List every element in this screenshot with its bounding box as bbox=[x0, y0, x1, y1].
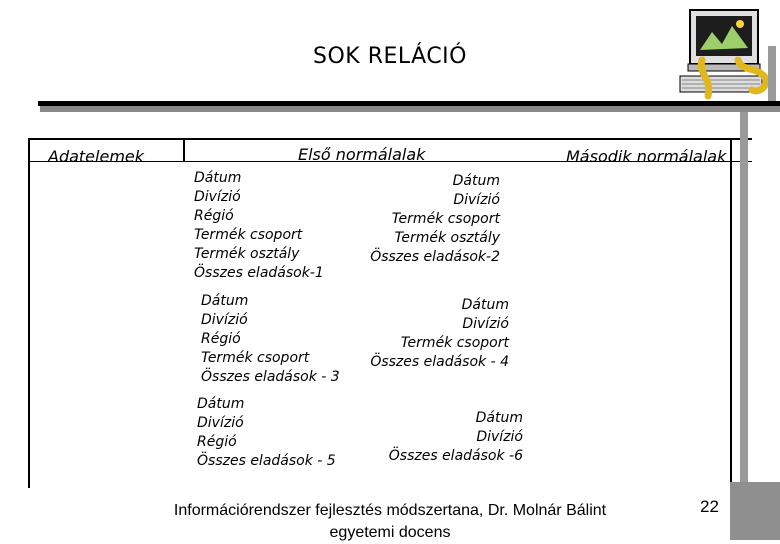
list-item: Termék osztály bbox=[194, 246, 300, 262]
list-item: Termék csoport bbox=[400, 335, 509, 351]
slide-title: SOK RELÁCIÓ bbox=[313, 44, 467, 69]
list-item: Termék osztály bbox=[394, 230, 500, 246]
list-item: Összes eladások -6 bbox=[388, 448, 523, 464]
page-number: 22 bbox=[700, 497, 719, 516]
list-item: Dátum bbox=[194, 170, 242, 186]
list-item: Dátum bbox=[461, 297, 509, 313]
list-item: Összes eladások-1 bbox=[194, 265, 324, 281]
footer-band bbox=[730, 482, 780, 540]
list-item: Összes eladások - 3 bbox=[201, 369, 340, 385]
list-item: Divízió bbox=[476, 429, 523, 445]
list-item: Divízió bbox=[201, 312, 248, 328]
list-item: Összes eladások - 5 bbox=[197, 453, 336, 469]
header-data-elements: Adatelemek bbox=[48, 147, 145, 166]
second-normal-group-1 bbox=[370, 172, 500, 267]
first-normal-group-3 bbox=[197, 395, 336, 471]
list-item: Összes eladások-2 bbox=[370, 249, 500, 265]
second-normal-group-3 bbox=[389, 409, 523, 466]
list-item: Divízió bbox=[194, 189, 241, 205]
table-left-border bbox=[28, 138, 30, 488]
list-item: Divízió bbox=[197, 415, 244, 431]
list-item: Divízió bbox=[453, 192, 500, 208]
list-item: Dátum bbox=[452, 173, 500, 189]
header-second-normal: Második normálalak bbox=[566, 147, 727, 166]
list-item: Régió bbox=[197, 434, 237, 450]
list-item: Termék csoport bbox=[194, 227, 303, 243]
list-item: Dátum bbox=[475, 410, 523, 426]
table-right-border bbox=[730, 138, 732, 488]
table-top-border bbox=[28, 138, 752, 140]
list-item: Dátum bbox=[201, 293, 249, 309]
footer-line-1: Információrendszer fejlesztés módszertana, Dr. Molnár Bálint bbox=[173, 502, 607, 519]
footer-line-2: egyetemi docens bbox=[329, 524, 451, 541]
list-item: Divízió bbox=[462, 316, 509, 332]
list-item: Régió bbox=[194, 208, 234, 224]
first-normal-group-2 bbox=[201, 292, 340, 387]
list-item: Régió bbox=[201, 331, 241, 347]
second-normal-group-2 bbox=[370, 296, 509, 372]
list-item: Termék csoport bbox=[391, 211, 500, 227]
column-divider bbox=[183, 138, 185, 162]
header-first-normal: Első normálalak bbox=[298, 145, 426, 164]
first-normal-group-1 bbox=[194, 169, 324, 283]
right-shadow bbox=[740, 112, 748, 492]
list-item: Termék csoport bbox=[201, 350, 310, 366]
list-item: Összes eladások - 4 bbox=[370, 354, 509, 370]
footer-text bbox=[130, 500, 650, 544]
list-item: Dátum bbox=[197, 396, 245, 412]
title-rule bbox=[38, 101, 780, 106]
